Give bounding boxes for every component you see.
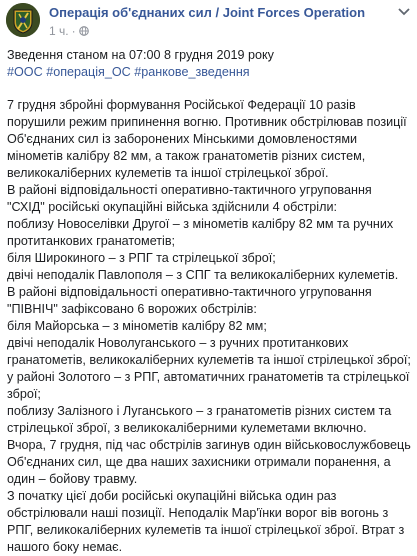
page-avatar[interactable] — [6, 3, 40, 37]
post-header — [0, 0, 417, 44]
post-body — [7, 47, 417, 556]
post-paragraph: 7 грудня збройні формування Російської Федерації 10 разів порушили режим припинення вогню. Противник обстрілював позиції Об'єднаних сил із заборонених Мінськими домовленостями мінометів калібру 82 мм, а також гранатометів різних систем, великокаліберних кулеметів та іншої стрілецької зброї. В районі відповідальності оперативно-тактичного угруповання "СХІД" російські окупаційні війська здійснили 4 обстріли: поблизу Новоселівки Другої – з мінометів калібру 82 мм та ручних протитанкових гранатометів; біля Широкиного – з РПГ та стрілецької зброї; двічі неподалік Павлополя – з СПГ та великокаліберних кулеметів. В районі відповідальності оперативно-тактичного угруповання "ПІВНІЧ" зафіксовано 6 ворожих обстрілів: біля Майорська – з мінометів калібру 82 мм; двічі неподалік Новолуганського – з ручних протитанкових гранатометів, великокаліберних кулеметів та іншої стрілецької зброї; у районі Золотого – з РПГ, автоматичних гранатометів та стрілецької зброї; поблизу Залізного і Луганського – з гранатометів різних систем та стрілецької зброї, з великокаліберними кулеметами включно. Вчора, 7 грудня, під час обстрілів загинув один військовослужбовець Об'єднаних сил, ще два наших захисники отримали поранення, а один – бойову травму. З початку цієї доби російські окупаційні війська один раз обстрілювали наші позиції. Неподалік Мар'їнки ворог вів вогонь з РПГ, великокаліберних кулеметів та іншої стрілецької зброї. Втрат з нашого боку немає. — [7, 98, 411, 554]
hashtag-line — [7, 64, 417, 81]
paragraph-gap — [7, 81, 417, 97]
post-intro: Зведення станом на 07:00 8 грудня 2019 року — [7, 48, 274, 62]
hashtag-oos[interactable]: #ООС — [7, 65, 43, 79]
hashtag-morning-report[interactable]: #ранкове_зведення — [134, 65, 250, 79]
page-name-link[interactable]: Операція об'єднаних сил / Joint Forces Operation — [49, 5, 366, 20]
jfo-emblem-icon — [6, 3, 40, 37]
hashtag-operation[interactable]: #операція_ОС — [46, 65, 131, 79]
meta-separator: · — [71, 24, 76, 38]
chevron-down-icon[interactable] — [397, 6, 411, 16]
post-meta — [49, 24, 89, 38]
globe-icon[interactable] — [79, 26, 89, 36]
post-time[interactable]: 1 ч. — [49, 24, 69, 38]
